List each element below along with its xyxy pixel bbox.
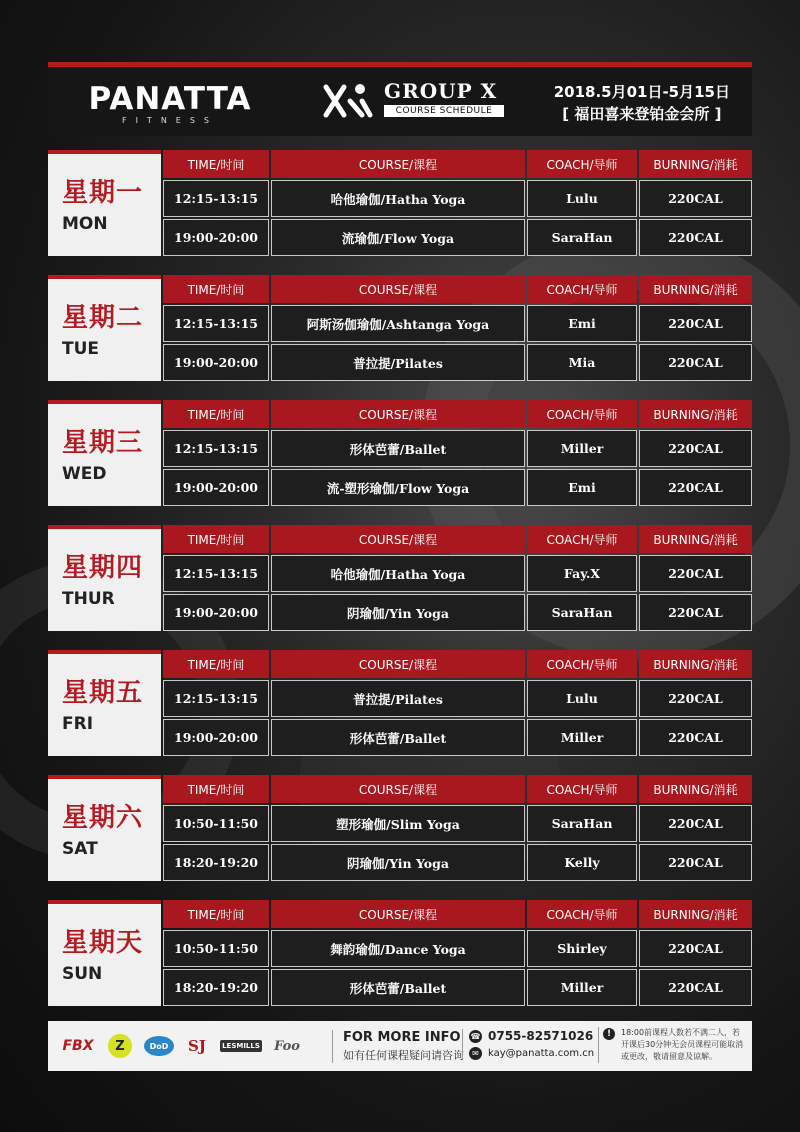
- column-header-course: COURSE/课程: [271, 400, 525, 428]
- day-schedule-table: [163, 275, 752, 381]
- column-header-burning: BURNING/消耗: [639, 900, 752, 928]
- foo-logo: Foo: [274, 1038, 300, 1054]
- cell-coach: SaraHan: [527, 219, 637, 256]
- cell-course: 阴瑜伽/Yin Yoga: [271, 594, 525, 631]
- column-header-burning: BURNING/消耗: [639, 775, 752, 803]
- cell-time: 12:15-13:15: [163, 180, 269, 217]
- day-block-mon: [48, 150, 752, 256]
- group-x-icon: [320, 81, 376, 121]
- cell-coach: Miller: [527, 430, 637, 467]
- panatta-logo: [70, 83, 270, 125]
- column-header-burning: BURNING/消耗: [639, 650, 752, 678]
- day-name-cn: 星期六: [62, 803, 144, 833]
- cell-coach: SaraHan: [527, 805, 637, 842]
- header-bar: [48, 62, 752, 136]
- column-header-coach: COACH/导师: [527, 650, 637, 678]
- cell-time: 12:15-13:15: [163, 305, 269, 342]
- date-range: 2018.5月01日-5月15日: [553, 83, 730, 101]
- day-schedule-table: [163, 400, 752, 506]
- more-info-block: [332, 1030, 464, 1063]
- phone-row: [469, 1029, 594, 1043]
- email-address[interactable]: kay@panatta.com.cn: [488, 1048, 595, 1059]
- cell-course: 形体芭蕾/Ballet: [271, 969, 525, 1006]
- column-header-time: TIME/时间: [163, 275, 269, 303]
- program-title: GROUP X: [384, 79, 498, 103]
- day-label: [48, 650, 161, 756]
- column-header-course: COURSE/课程: [271, 525, 525, 553]
- column-header-course: COURSE/课程: [271, 775, 525, 803]
- column-header-course: COURSE/课程: [271, 275, 525, 303]
- cell-burning: 220CAL: [639, 930, 752, 967]
- day-schedule-table: [163, 650, 752, 756]
- cell-coach: Shirley: [527, 930, 637, 967]
- cell-course: 阴瑜伽/Yin Yoga: [271, 844, 525, 881]
- day-label: [48, 150, 161, 256]
- lesmills-logo: LESMILLS: [220, 1040, 262, 1052]
- cell-coach: Emi: [527, 305, 637, 342]
- day-schedule-table: [163, 900, 752, 1006]
- cell-time: 10:50-11:50: [163, 805, 269, 842]
- cell-course: 哈他瑜伽/Hatha Yoga: [271, 555, 525, 592]
- cell-course: 塑形瑜伽/Slim Yoga: [271, 805, 525, 842]
- cell-burning: 220CAL: [639, 305, 752, 342]
- column-header-course: COURSE/课程: [271, 650, 525, 678]
- cell-time: 12:15-13:15: [163, 430, 269, 467]
- fbx-logo: FBX: [62, 1038, 94, 1054]
- phone-icon: ☎: [470, 1031, 481, 1041]
- day-block-tue: [48, 275, 752, 381]
- cell-course: 舞韵瑜伽/Dance Yoga: [271, 930, 525, 967]
- logo-main-text: PANATTA: [88, 81, 252, 117]
- day-name-en: THUR: [62, 589, 115, 609]
- column-header-coach: COACH/导师: [527, 275, 637, 303]
- column-header-time: TIME/时间: [163, 525, 269, 553]
- day-name-cn: 星期二: [62, 303, 144, 333]
- program-subtitle: COURSE SCHEDULE: [384, 105, 504, 117]
- cell-burning: 220CAL: [639, 719, 752, 756]
- day-schedule-table: [163, 525, 752, 631]
- column-header-time: TIME/时间: [163, 650, 269, 678]
- column-header-burning: BURNING/消耗: [639, 400, 752, 428]
- cell-course: 形体芭蕾/Ballet: [271, 719, 525, 756]
- notice-text: 18:00前课程人数若不满二人，若开课后30分钟无会员课程可能取消或更改，敬请留意及谅解。: [621, 1028, 744, 1061]
- column-header-course: COURSE/课程: [271, 900, 525, 928]
- cell-burning: 220CAL: [639, 219, 752, 256]
- cell-time: 18:20-19:20: [163, 969, 269, 1006]
- day-name-cn: 星期一: [62, 178, 144, 208]
- cell-coach: Miller: [527, 969, 637, 1006]
- day-block-thur: [48, 525, 752, 631]
- cell-burning: 220CAL: [639, 430, 752, 467]
- cell-course: 普拉提/Pilates: [271, 344, 525, 381]
- column-header-burning: BURNING/消耗: [639, 275, 752, 303]
- warning-icon: !: [603, 1028, 615, 1040]
- column-header-time: TIME/时间: [163, 775, 269, 803]
- cell-coach: Miller: [527, 719, 637, 756]
- cell-course: 形体芭蕾/Ballet: [271, 430, 525, 467]
- cell-burning: 220CAL: [639, 555, 752, 592]
- more-info-title: FOR MORE INFO: [343, 1030, 461, 1045]
- cell-time: 19:00-20:00: [163, 469, 269, 506]
- more-info-subtitle: 如有任何课程疑问请咨询: [343, 1049, 464, 1062]
- cell-course: 普拉提/Pilates: [271, 680, 525, 717]
- cell-burning: 220CAL: [639, 594, 752, 631]
- day-label: [48, 400, 161, 506]
- cell-course: 流-塑形瑜伽/Flow Yoga: [271, 469, 525, 506]
- cell-coach: Lulu: [527, 180, 637, 217]
- footer-bar: [48, 1021, 752, 1071]
- cell-time: 19:00-20:00: [163, 719, 269, 756]
- column-header-coach: COACH/导师: [527, 775, 637, 803]
- notice-block: [598, 1027, 748, 1063]
- program-title-block: [384, 80, 504, 117]
- day-block-wed: [48, 400, 752, 506]
- date-location-block: [554, 81, 730, 125]
- cell-time: 18:20-19:20: [163, 844, 269, 881]
- cell-time: 10:50-11:50: [163, 930, 269, 967]
- cell-burning: 220CAL: [639, 805, 752, 842]
- column-header-burning: BURNING/消耗: [639, 150, 752, 178]
- cell-time: 19:00-20:00: [163, 594, 269, 631]
- cell-burning: 220CAL: [639, 469, 752, 506]
- day-label: [48, 525, 161, 631]
- location: [ 福田喜来登铂金会所 ]: [562, 105, 722, 123]
- day-name-en: WED: [62, 464, 107, 484]
- cell-burning: 220CAL: [639, 969, 752, 1006]
- cell-course: 流瑜伽/Flow Yoga: [271, 219, 525, 256]
- cell-coach: Lulu: [527, 680, 637, 717]
- cell-coach: Mia: [527, 344, 637, 381]
- cell-burning: 220CAL: [639, 180, 752, 217]
- column-header-time: TIME/时间: [163, 900, 269, 928]
- column-header-coach: COACH/导师: [527, 400, 637, 428]
- cell-coach: SaraHan: [527, 594, 637, 631]
- day-name-cn: 星期三: [62, 428, 144, 458]
- day-block-fri: [48, 650, 752, 756]
- cell-coach: Fay.X: [527, 555, 637, 592]
- day-schedule-table: [163, 150, 752, 256]
- day-block-sat: [48, 775, 752, 881]
- day-name-en: TUE: [62, 339, 100, 359]
- day-name-en: MON: [62, 214, 108, 234]
- cell-time: 12:15-13:15: [163, 555, 269, 592]
- column-header-coach: COACH/导师: [527, 150, 637, 178]
- column-header-coach: COACH/导师: [527, 900, 637, 928]
- sj-logo: SJ: [188, 1037, 206, 1055]
- day-label: [48, 275, 161, 381]
- zumba-logo: Z: [108, 1034, 132, 1058]
- cell-time: 19:00-20:00: [163, 344, 269, 381]
- day-label: [48, 775, 161, 881]
- cell-burning: 220CAL: [639, 680, 752, 717]
- cell-course: 阿斯汤伽瑜伽/Ashtanga Yoga: [271, 305, 525, 342]
- column-header-time: TIME/时间: [163, 150, 269, 178]
- day-name-en: FRI: [62, 714, 94, 734]
- dod-logo: DoD: [144, 1036, 174, 1056]
- column-header-burning: BURNING/消耗: [639, 525, 752, 553]
- email-row: [469, 1047, 594, 1060]
- day-name-cn: 星期四: [62, 553, 144, 583]
- column-header-course: COURSE/课程: [271, 150, 525, 178]
- contact-block: [462, 1029, 594, 1060]
- day-name-cn: 星期五: [62, 678, 144, 708]
- day-name-cn: 星期天: [62, 928, 144, 958]
- cell-coach: Kelly: [527, 844, 637, 881]
- day-schedule-table: [163, 775, 752, 881]
- column-header-time: TIME/时间: [163, 400, 269, 428]
- mail-icon: ✉: [469, 1047, 482, 1060]
- day-label: [48, 900, 161, 1006]
- column-header-coach: COACH/导师: [527, 525, 637, 553]
- cell-coach: Emi: [527, 469, 637, 506]
- cell-burning: 220CAL: [639, 344, 752, 381]
- cell-time: 19:00-20:00: [163, 219, 269, 256]
- logo-sub-text: FITNESS: [121, 116, 219, 125]
- cell-course: 哈他瑜伽/Hatha Yoga: [271, 180, 525, 217]
- day-name-en: SUN: [62, 964, 103, 984]
- brand-logos: [60, 1033, 320, 1059]
- cell-time: 12:15-13:15: [163, 680, 269, 717]
- phone-number[interactable]: 0755-82571026: [488, 1029, 594, 1043]
- day-name-en: SAT: [62, 839, 98, 859]
- day-block-sun: [48, 900, 752, 1006]
- cell-burning: 220CAL: [639, 844, 752, 881]
